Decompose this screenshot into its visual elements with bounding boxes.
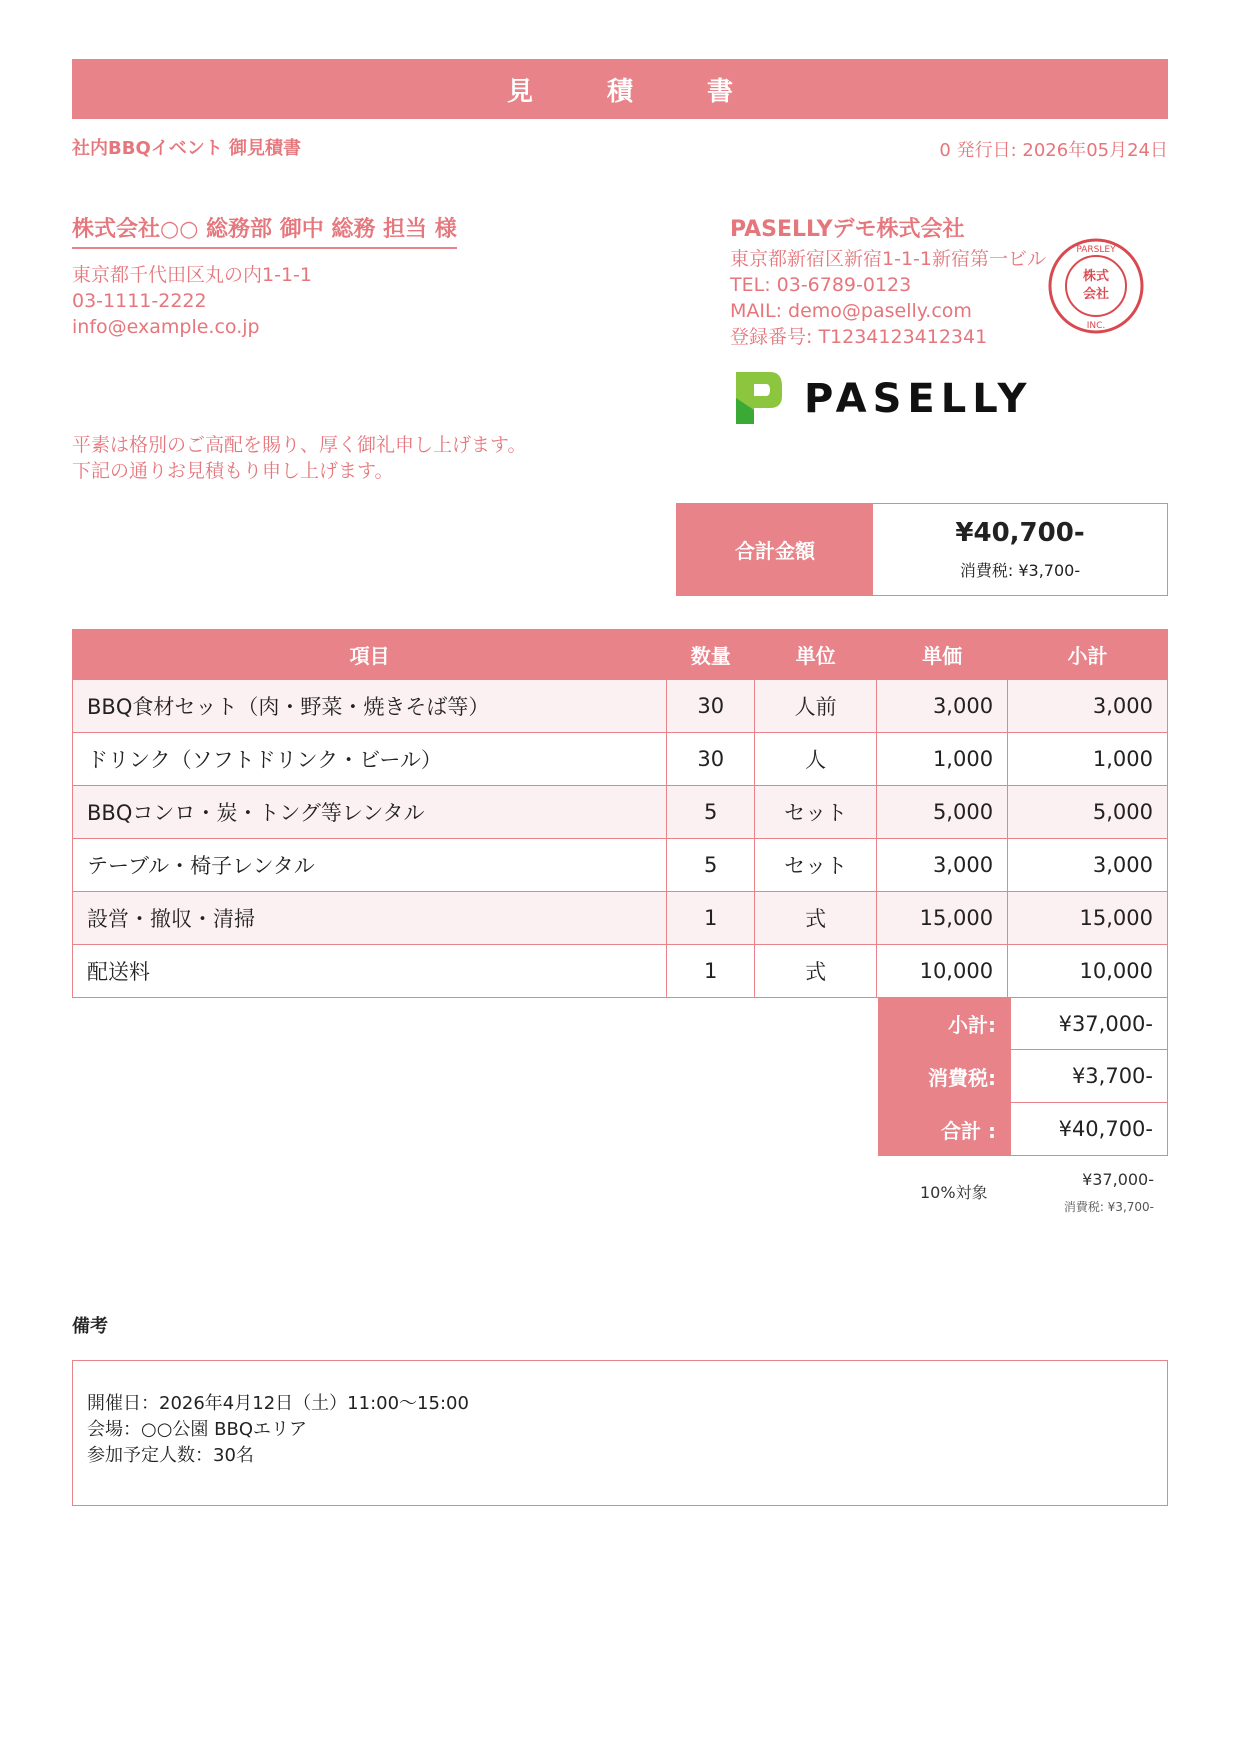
issuer-address: 東京都新宿区新宿1-1-1新宿第一ビル (730, 248, 1046, 270)
table-row (73, 786, 1168, 839)
cell-unit: セット (755, 786, 877, 839)
client-info (72, 262, 312, 340)
issue-date: 0 発行日: 2026年05月24日 (939, 140, 1168, 161)
svg-text:株式: 株式 (1082, 269, 1110, 284)
cell-item: 設営・撤収・清掃 (73, 892, 667, 945)
issuer-registration: 登録番号: T1234123412341 (730, 326, 988, 348)
cell-unit: セット (755, 839, 877, 892)
header-item: 項目 (73, 630, 667, 680)
cell-price: 10,000 (877, 945, 1008, 998)
document-subject: 社内BBQイベント 御見積書 (72, 138, 302, 159)
client-address: 東京都千代田区丸の内1-1-1 (72, 264, 312, 286)
cell-qty: 1 (667, 892, 755, 945)
table-row (73, 733, 1168, 786)
cell-item: テーブル・椅子レンタル (73, 839, 667, 892)
cell-qty: 30 (667, 680, 755, 733)
summary-subtotal-label: 小計: (878, 997, 1010, 1050)
tax-rate-class: 10%対象 (920, 1183, 988, 1202)
svg-text:INC.: INC. (1086, 321, 1106, 331)
cell-unit: 人前 (755, 680, 877, 733)
company-seal-stamp (1046, 236, 1146, 336)
cell-item: 配送料 (73, 945, 667, 998)
summary-total-value: ¥40,700- (1010, 1103, 1168, 1156)
greeting-line-1: 平素は格別のご高配を賜り、厚く御礼申し上げます。 (72, 434, 527, 456)
table-row (73, 839, 1168, 892)
notes-line-3: 参加予定人数：30名 (87, 1445, 254, 1466)
client-name: 株式会社○○ 総務部 御中 総務 担当 様 (72, 212, 457, 249)
cell-item: BBQ食材セット（肉・野菜・焼きそば等） (73, 680, 667, 733)
total-amount: ¥40,700- (955, 518, 1085, 548)
document-title: 見 積 書 (72, 59, 1168, 119)
greeting (72, 432, 526, 484)
issuer-mail: MAIL: demo@paselly.com (730, 300, 972, 322)
cell-subtotal: 10,000 (1008, 945, 1168, 998)
notes-line-1: 開催日：2026年4月12日（土）11:00〜15:00 (87, 1393, 469, 1414)
cell-subtotal: 5,000 (1008, 786, 1168, 839)
header-qty: 数量 (667, 630, 755, 680)
cell-qty: 5 (667, 839, 755, 892)
tax-rate-tax: 消費税: ¥3,700- (1063, 1200, 1154, 1214)
issuer-info (730, 246, 1060, 350)
issuer-company-name: PASELLYデモ株式会社 (730, 217, 965, 242)
client-email: info@example.co.jp (72, 316, 260, 338)
header-subtotal: 小計 (1008, 630, 1168, 680)
total-amount-label: 合計金額 (677, 504, 873, 595)
total-amount-box (676, 503, 1168, 596)
table-header-row (73, 630, 1168, 680)
line-items-table (72, 629, 1168, 998)
summary-subtotal-row (878, 997, 1168, 1050)
client-phone: 03-1111-2222 (72, 290, 207, 312)
cell-unit: 式 (755, 945, 877, 998)
header-price: 単価 (877, 630, 1008, 680)
cell-qty: 5 (667, 786, 755, 839)
cell-subtotal: 1,000 (1008, 733, 1168, 786)
cell-price: 15,000 (877, 892, 1008, 945)
summary-tax-label: 消費税: (878, 1050, 1010, 1103)
table-row (73, 892, 1168, 945)
cell-item: BBQコンロ・炭・トング等レンタル (73, 786, 667, 839)
total-tax: 消費税: ¥3,700- (959, 561, 1081, 580)
greeting-line-2: 下記の通りお見積もり申し上げます。 (72, 460, 394, 482)
cell-subtotal: 3,000 (1008, 680, 1168, 733)
summary-block (878, 997, 1168, 1156)
paselly-logo (730, 366, 1060, 430)
cell-subtotal: 3,000 (1008, 839, 1168, 892)
header-unit: 単位 (755, 630, 877, 680)
cell-item: ドリンク（ソフトドリンク・ビール） (73, 733, 667, 786)
table-row (73, 945, 1168, 998)
cell-qty: 30 (667, 733, 755, 786)
cell-price: 1,000 (877, 733, 1008, 786)
notes-box (72, 1360, 1168, 1506)
cell-subtotal: 15,000 (1008, 892, 1168, 945)
cell-price: 3,000 (877, 680, 1008, 733)
cell-price: 3,000 (877, 839, 1008, 892)
summary-subtotal-value: ¥37,000- (1010, 997, 1168, 1050)
total-amount-value-cell (873, 504, 1167, 595)
notes-title: 備考 (72, 1316, 108, 1337)
notes-line-2: 会場：○○公園 BBQエリア (87, 1419, 307, 1440)
cell-qty: 1 (667, 945, 755, 998)
summary-tax-value: ¥3,700- (1010, 1050, 1168, 1103)
svg-text:PARSLEY: PARSLEY (1076, 245, 1116, 255)
table-row (73, 680, 1168, 733)
svg-text:PASELLY: PASELLY (804, 376, 1033, 422)
summary-total-label: 合計 : (878, 1103, 1010, 1156)
issuer-tel: TEL: 03-6789-0123 (730, 274, 912, 296)
cell-price: 5,000 (877, 786, 1008, 839)
cell-unit: 式 (755, 892, 877, 945)
tax-rate-amount: ¥37,000- (1082, 1170, 1154, 1189)
cell-unit: 人 (755, 733, 877, 786)
summary-total-row (878, 1103, 1168, 1156)
summary-tax-row (878, 1050, 1168, 1103)
svg-text:会社: 会社 (1082, 287, 1110, 302)
